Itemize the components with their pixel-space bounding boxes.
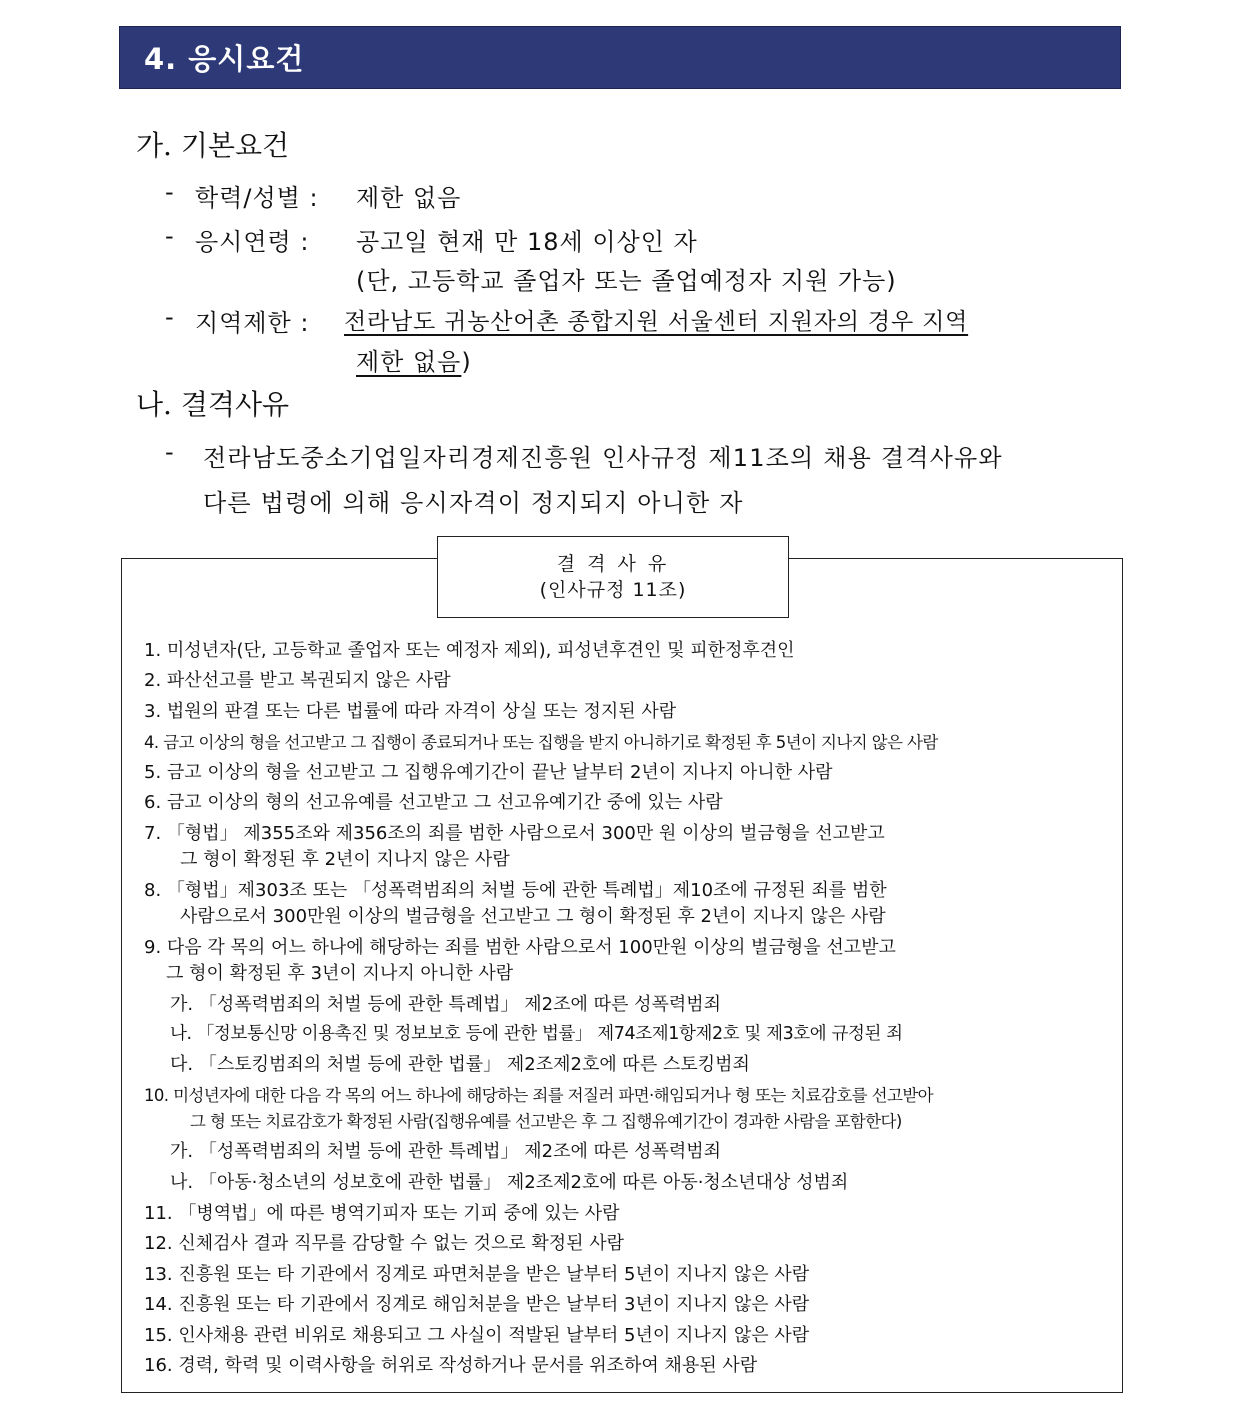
list-item: 3. 법원의 판결 또는 다른 법률에 따라 자격이 상실 또는 정지된 사람	[144, 701, 677, 722]
bullet-dash: -	[165, 222, 174, 250]
list-item: 13. 진흥원 또는 타 기관에서 징계로 파면처분을 받은 날부터 5년이 지나지 않은 사람	[144, 1264, 810, 1285]
item-value-age: 공고일 현재 만 18세 이상인 자	[356, 228, 698, 256]
disqualification-text-line2: 다른 법령에 의해 응시자격이 정지되지 아니한 자	[203, 489, 744, 517]
list-item-continuation: 그 형 또는 치료감호가 확정된 사람(집행유예를 선고받은 후 그 집행유예기간이 경과한 사람을 포함한다)	[190, 1112, 902, 1131]
item-value-age-note: (단, 고등학교 졸업자 또는 졸업예정자 지원 가능)	[356, 267, 897, 295]
list-item: 6. 금고 이상의 형의 선고유예를 선고받고 그 선고유예기간 중에 있는 사람	[144, 792, 723, 813]
bullet-dash: -	[165, 303, 174, 331]
list-item: 15. 인사채용 관련 비위로 채용되고 그 사실이 적발된 날부터 5년이 지나지 않은 사람	[144, 1325, 810, 1346]
list-item: 12. 신체검사 결과 직무를 감당할 수 없는 것으로 확정된 사람	[144, 1233, 625, 1254]
list-item: 4. 금고 이상의 형을 선고받고 그 집행이 종료되거나 또는 집행을 받지 아니하기로 확정된 후 5년이 지나지 않은 사람	[144, 733, 938, 752]
list-item: 8. 「형법」제303조 또는 「성폭력범죄의 처벌 등에 관한 특례법」제10조에 규정된 죄를 범한	[144, 880, 887, 901]
bullet-dash: -	[165, 178, 174, 206]
item-label-region: 지역제한 :	[195, 309, 310, 337]
item-label-education: 학력/성별 :	[195, 184, 319, 212]
list-item-continuation: 그 형이 확정된 후 2년이 지나지 않은 사람	[180, 849, 510, 870]
list-subitem: 나. 「정보통신망 이용촉진 및 정보보호 등에 관한 법률」 제74조제1항제2호 및 제3호에 규정된 죄	[170, 1024, 903, 1044]
list-subitem: 다. 「스토킹범죄의 처벌 등에 관한 법률」 제2조제2호에 따른 스토킹범죄	[170, 1054, 750, 1075]
disqualification-box-title	[437, 536, 789, 618]
item-value-region-paren: )	[461, 348, 472, 376]
box-title-text: 결 격 사 유	[556, 553, 670, 575]
list-item-continuation: 그 형이 확정된 후 3년이 지나지 아니한 사람	[166, 963, 514, 984]
list-item-continuation: 사람으로서 300만원 이상의 벌금형을 선고받고 그 형이 확정된 후 2년이 지나지 않은 사람	[180, 906, 886, 927]
list-item: 9. 다음 각 목의 어느 하나에 해당하는 죄를 범한 사람으로서 100만원 이상의 벌금형을 선고받고	[144, 937, 896, 958]
list-item: 10. 미성년자에 대한 다음 각 목의 어느 하나에 해당하는 죄를 저질러 파면·해임되거나 형 또는 치료감호를 선고받아	[144, 1086, 934, 1105]
section-header-bar	[119, 26, 1121, 89]
list-item: 2. 파산선고를 받고 복권되지 않은 사람	[144, 670, 451, 691]
item-value-region: 전라남도 귀농산어촌 종합지원 서울센터 지원자의 경우 지역	[344, 309, 969, 335]
item-value-education: 제한 없음	[356, 184, 462, 212]
list-item: 7. 「형법」 제355조와 제356조의 죄를 범한 사람으로서 300만 원 이상의 벌금형을 선고받고	[144, 823, 885, 844]
section-b-title: 나. 결격사유	[136, 388, 290, 421]
list-item: 1. 미성년자(단, 고등학교 졸업자 또는 예정자 제외), 피성년후견인 및 피한정후견인	[144, 640, 795, 661]
list-item: 14. 진흥원 또는 타 기관에서 징계로 해임처분을 받은 날부터 3년이 지나지 않은 사람	[144, 1294, 810, 1315]
list-subitem: 가. 「성폭력범죄의 처벌 등에 관한 특례법」 제2조에 따른 성폭력범죄	[170, 1141, 722, 1162]
list-subitem: 나. 「아동·청소년의 성보호에 관한 법률」 제2조제2호에 따른 아동·청소년대상 성범죄	[170, 1172, 849, 1193]
list-item: 11. 「병역법」에 따른 병역기피자 또는 기피 중에 있는 사람	[144, 1203, 620, 1224]
list-item: 5. 금고 이상의 형을 선고받고 그 집행유예기간이 끝난 날부터 2년이 지나지 아니한 사람	[144, 762, 833, 783]
disqualification-text-line1: 전라남도중소기업일자리경제진흥원 인사규정 제11조의 채용 결격사유와	[203, 444, 1003, 472]
section-a-title: 가. 기본요건	[136, 129, 290, 162]
item-label-age: 응시연령 :	[195, 228, 310, 256]
list-subitem: 가. 「성폭력범죄의 처벌 등에 관한 특례법」 제2조에 따른 성폭력범죄	[170, 994, 722, 1015]
box-subtitle-text: (인사규정 11조)	[539, 579, 687, 601]
bullet-dash: -	[165, 438, 174, 466]
list-item: 16. 경력, 학력 및 이력사항을 허위로 작성하거나 문서를 위조하여 채용된 사람	[144, 1355, 758, 1376]
item-value-region-line2	[356, 342, 472, 377]
item-value-region-underlined: 제한 없음	[356, 348, 462, 376]
section-header-title: 4. 응시요건	[144, 42, 305, 76]
